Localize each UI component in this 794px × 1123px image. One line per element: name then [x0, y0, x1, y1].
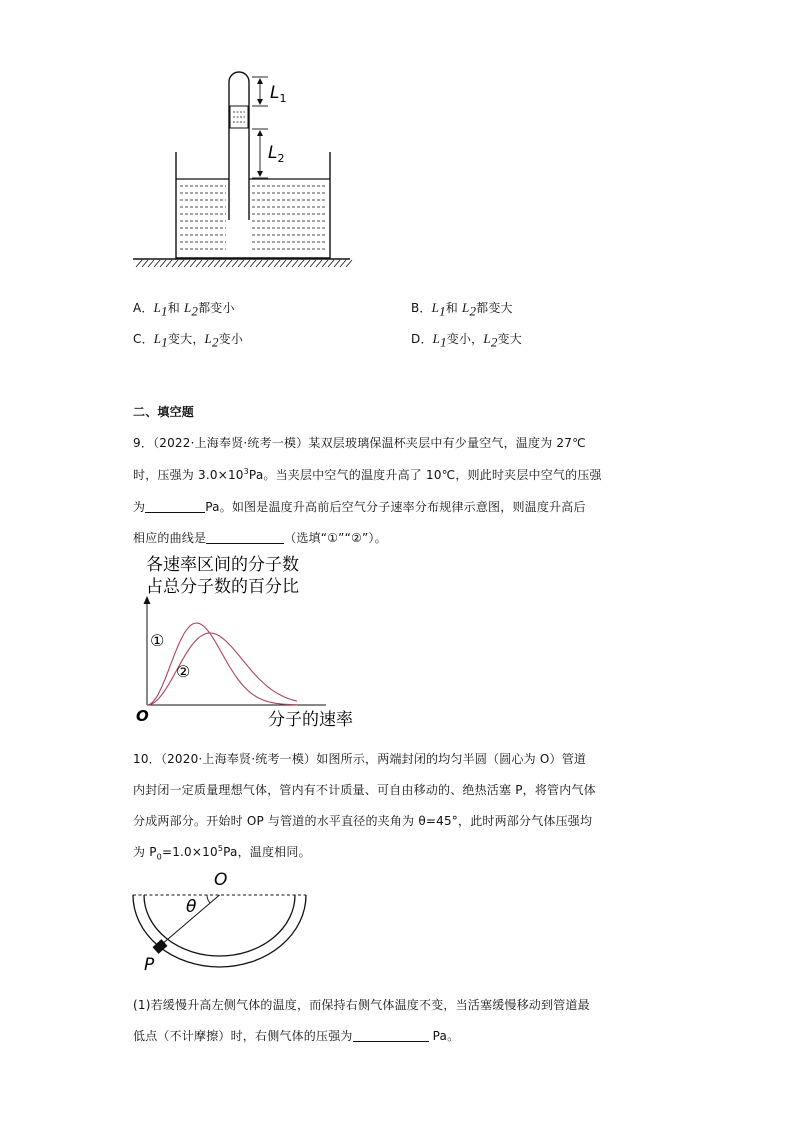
- ground-hatch-line: [154, 260, 160, 267]
- ground-hatch-line: [184, 260, 190, 267]
- ground-hatch-line: [286, 260, 292, 267]
- ground-hatch-line: [142, 260, 148, 267]
- q10-line4: 为 $P_0=1.0\times 10^5Pa$，温度相同。: [133, 844, 311, 862]
- q9-line3: 为 Pa。如图是温度升高前后空气分子速率分布规律示意图，则温度升高后: [133, 500, 586, 514]
- ground-hatch-line: [298, 260, 304, 267]
- ground-hatch-line: [202, 260, 208, 267]
- theta-label: θ: [186, 897, 197, 917]
- ground-hatch-line: [172, 260, 178, 267]
- ground-hatch-line: [328, 260, 334, 267]
- ground-hatch-line: [292, 260, 298, 267]
- ground-hatch-line: [208, 260, 214, 267]
- q10-sub1-line2: 低点（不计摩擦）时，右侧气体的压强为 Pa。: [133, 1029, 460, 1043]
- ground-hatch-line: [322, 260, 328, 267]
- l2-label: $L_2$: [268, 143, 285, 165]
- ground-hatch-line: [238, 260, 244, 267]
- l1-label: $L_1$: [270, 83, 287, 105]
- q9-line2: 时，压强为 $3.0\times 10^3Pa$。当夹层中空气的温度升高了 10℃，则此时夹层中空气的压强: [133, 467, 602, 482]
- ground-hatch-line: [232, 260, 238, 267]
- curve-2-label: ②: [176, 662, 191, 681]
- q9-answer-blank-2[interactable]: [206, 530, 284, 544]
- q9-line1: 9．（2022·上海奉贤·统考一模）某双层玻璃保温杯夹层中有少量空气，温度为 27℃: [133, 436, 586, 450]
- ground-hatch-line: [250, 260, 256, 267]
- semicircle-tube-figure: [128, 862, 318, 977]
- ground-hatch-line: [148, 260, 154, 267]
- chart-ylabel-line1: 各速率区间的分子数: [146, 555, 299, 575]
- chart-xlabel: 分子的速率: [268, 710, 353, 730]
- chart-ylabel-line2: 占总分子数的百分比: [146, 577, 299, 597]
- ground-hatch-line: [136, 260, 142, 267]
- speed-distribution-chart: [128, 550, 368, 735]
- piston-p-label: P: [144, 955, 155, 975]
- ground-hatch-line: [256, 260, 262, 267]
- ground-hatch-line: [304, 260, 310, 267]
- ground-hatch-line: [334, 260, 340, 267]
- ground-hatch-line: [190, 260, 196, 267]
- q9-answer-blank-1[interactable]: [145, 499, 205, 513]
- q10-line1: 10．（2020·上海奉贤·统考一模）如图所示，两端封闭的均匀半圆（圆心为 O）管道: [133, 752, 587, 766]
- ground-hatch-line: [160, 260, 166, 267]
- ground-hatch-line: [226, 260, 232, 267]
- q9-line4: 相应的曲线是 （选填“①”“②”）。: [133, 531, 387, 545]
- q10-sub1-line1: (1)若缓慢升高左侧气体的温度，而保持右侧气体温度不变，当活塞缓慢移动到管道最: [133, 998, 590, 1012]
- ground-hatch-line: [316, 260, 322, 267]
- ground-hatch-line: [244, 260, 250, 267]
- section-title: 二、填空题: [133, 405, 195, 419]
- center-o-label: O: [214, 870, 228, 890]
- q10-line3: 分成两部分。开始时 OP 与管道的水平直径的夹角为 θ=45°，此时两部分气体压强均: [133, 814, 593, 828]
- ground-hatch-line: [274, 260, 280, 267]
- ground-hatch-line: [166, 260, 172, 267]
- q10-line2: 内封闭一定质量理想气体，管内有不计质量、可自由移动的、绝热活塞 P，将管内气体: [133, 783, 596, 797]
- ground-hatch-line: [196, 260, 202, 267]
- ground-hatch-line: [268, 260, 274, 267]
- ground-hatch-line: [340, 260, 346, 267]
- curve-1-label: ①: [150, 631, 165, 650]
- ground-hatch-line: [178, 260, 184, 267]
- ground-hatch-line: [214, 260, 220, 267]
- q10-answer-blank[interactable]: [353, 1028, 429, 1042]
- ground-hatch-line: [262, 260, 268, 267]
- curve-1: [147, 623, 297, 705]
- ground-hatch-line: [310, 260, 316, 267]
- tube-in-liquid-figure: [128, 70, 358, 270]
- chart-origin-label: O: [136, 707, 149, 725]
- option-d[interactable]: D．$L_1$变小，$L_2$变大: [411, 331, 522, 350]
- option-c[interactable]: C．$L_1$变大，$L_2$变小: [133, 331, 244, 350]
- option-b[interactable]: B．$L_1$和 $L_2$都变大: [411, 300, 513, 319]
- ground-hatch-line: [346, 260, 352, 267]
- option-a[interactable]: A．$L_1$和 $L_2$都变小: [133, 300, 235, 319]
- ground-hatch-line: [280, 260, 286, 267]
- ground-hatch-line: [220, 260, 226, 267]
